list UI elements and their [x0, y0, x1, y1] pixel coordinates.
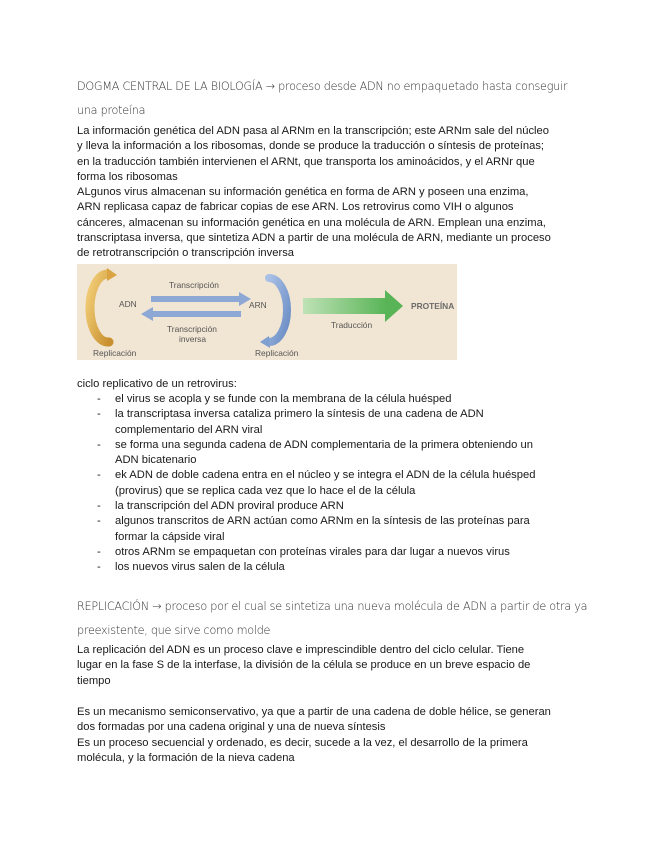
text-line: La replicación del ADN es un proceso clave e imprescindible dentro del ciclo celular. Tiene: [77, 644, 525, 656]
list-item: [77, 560, 582, 575]
translation-arrow-icon: [303, 290, 403, 322]
list-item-line: - algunos transcritos de ARN actúan como ARNm en la síntesis de las proteínas para: [115, 515, 530, 528]
text-line: y lleva la información a los ribosomas, donde se produce la traducción o síntesis de proteínas;: [77, 140, 545, 153]
replicacion-paragraph-1: [77, 643, 582, 689]
adn-replication-loop-icon: [90, 268, 117, 342]
list-item: [77, 392, 582, 407]
replicacion-paragraph-2: [77, 705, 582, 766]
arn-replication-loop-icon: [260, 278, 287, 348]
text-line: transcriptasa inversa, que sintetiza ADN a partir de una molécula de ARN, mediante un proceso: [77, 232, 551, 245]
list-item-line: ADN bicatenario: [115, 454, 197, 467]
list-item-line: complementario del ARN viral: [115, 423, 263, 436]
label-arn: ARN: [249, 300, 267, 310]
text-line: Es un proceso secuencial y ordenado, es decir, sucede a la vez, el desarrollo de la primera: [77, 736, 528, 749]
section-heading-dogma-cont: una proteína: [77, 104, 146, 117]
label-transcription: Transcripción: [169, 280, 219, 290]
list-item: [77, 407, 582, 438]
central-dogma-diagram: [77, 264, 457, 360]
label-reverse-transcription-2: inversa: [179, 334, 206, 344]
dogma-paragraph: [77, 124, 582, 262]
text-line: ARN replicasa capaz de fabricar copias de ese ARN. Los retrovirus como VIH o algunos: [77, 201, 514, 214]
text-line: dos formadas por una cadena original y una de nueva síntesis: [77, 721, 386, 734]
text-line: de retrotranscripción o transcripción inversa: [77, 247, 295, 260]
list-item-line: formar la cápside viral: [115, 530, 225, 543]
label-reverse-transcription-1: Transcripción: [167, 324, 217, 334]
label-translation: Traducción: [331, 320, 373, 330]
list-item: [77, 468, 582, 499]
list-item-line: - otros ARNm se empaquetan con proteínas virales para dar lugar a nuevos virus: [115, 545, 510, 558]
label-replication-left: Replicación: [93, 348, 137, 358]
retrovirus-cycle-title: [77, 377, 582, 392]
list-item-line: - los nuevos virus salen de la célula: [115, 561, 285, 574]
text-line: molécula, y la formación de la nieva cadena: [77, 751, 295, 764]
list-item: [77, 545, 582, 560]
section-heading-dogma: DOGMA CENTRAL DE LA BIOLOGÍA → proceso desde ADN no empaquetado hasta conseguir: [77, 80, 568, 93]
label-adn: ADN: [119, 299, 137, 309]
text-line: lugar en la fase S de la interfase, la división de la célula se produce en un breve espacio de: [77, 659, 531, 672]
list-item-line: - el virus se acopla y se funde con la membrana de la célula huésped: [115, 393, 452, 405]
retrovirus-cycle-list: [77, 392, 582, 576]
text-line: La información genética del ADN pasa al ARNm en la transcripción; este ARNm sale del núcleo: [77, 125, 549, 137]
text-line: ciclo replicativo de un retrovirus:: [77, 378, 237, 390]
text-line: Es un mecanismo semiconservativo, ya que a partir de una cadena de doble hélice, se generan: [77, 706, 551, 718]
list-item-line: - se forma una segunda cadena de ADN complementaria de la primera obteniendo un: [115, 438, 533, 451]
section-heading-replicacion-cont: preexistente, que sirve como molde: [77, 624, 271, 637]
reverse-transcription-arrow-icon: [141, 307, 241, 321]
list-item: [77, 499, 582, 514]
list-item-line: (provirus) que se replica cada vez que lo hace el de la célula: [115, 484, 416, 497]
text-line: tiempo: [77, 674, 111, 687]
transcription-arrow-icon: [151, 292, 251, 306]
list-item-line: - ek ADN de doble cadena entra en el núcleo y se integra el ADN de la célula huésped: [115, 469, 536, 482]
label-replication-right: Replicación: [255, 348, 299, 358]
text-line: ALgunos virus almacenan su información genética en forma de ARN y poseen una enzima,: [77, 186, 529, 199]
list-item-line: - la transcripción del ADN proviral produce ARN: [115, 500, 344, 513]
text-line: en la traducción también intervienen el ARNt, que transporta los aminoácidos, y el ARNr que: [77, 155, 535, 168]
text-line: forma los ribosomas: [77, 170, 178, 183]
list-item: [77, 514, 582, 545]
label-protein: PROTEÍNA: [411, 301, 455, 311]
list-item: [77, 438, 582, 469]
text-line: cánceres, almacenan su información genética en una molécula de ARN. Emplean una enzima,: [77, 216, 546, 229]
section-heading-replicacion: REPLICACIÓN → proceso por el cual se sintetiza una nueva molécula de ADN a partir de otra ya: [77, 600, 588, 613]
central-dogma-graphic: [77, 264, 457, 360]
list-item-line: - la transcriptasa inversa cataliza primero la síntesis de una cadena de ADN: [115, 408, 484, 421]
